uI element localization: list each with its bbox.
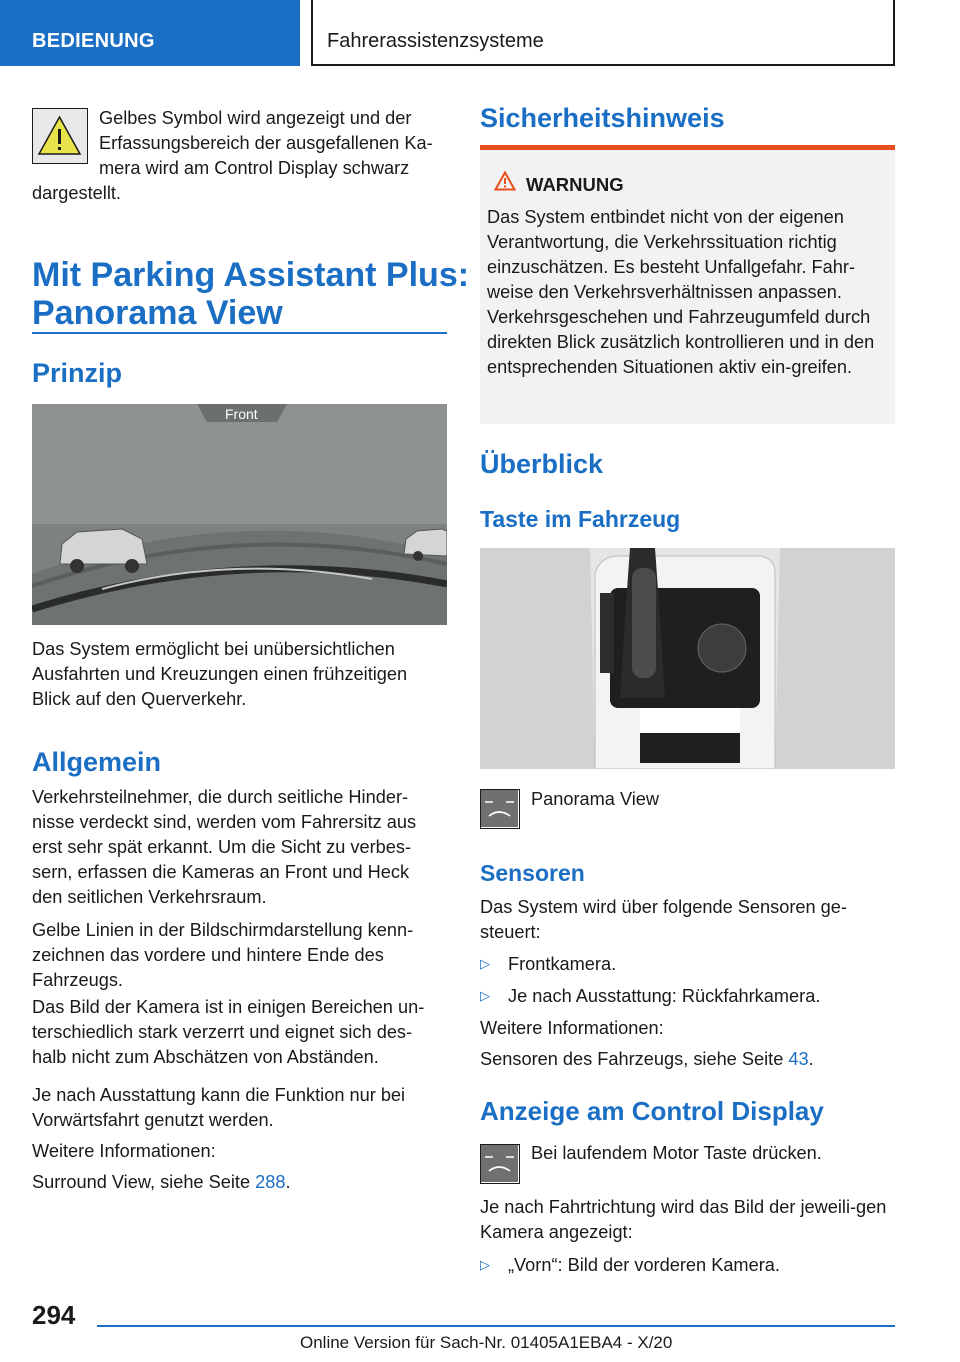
sensoren-text: Das System wird über folgende Sensoren ge-steuert: [480, 897, 847, 942]
heading-underline [32, 332, 447, 334]
weitere-info-left: Weitere Informationen: [32, 1141, 216, 1161]
intro-line-2: Erfassungsbereich der ausgefallenen Ka- [99, 133, 433, 153]
warning-box [480, 145, 895, 424]
warning-text: Das System entbindet nicht von der eigenen Verantwortung, die Verkehrssituation richtig einzuschätzen. Es besteht Unfallgefahr. Fahr-weise den Verkehrsverhältnissen anpassen. Verkehrsgeschehen und Fahrzeugumfeld durch direkten Blick zusätzlich kontrollieren und in den entsprechenden Situationen aktiv ein-greifen. [487, 207, 875, 377]
heading-taste: Taste im Fahrzeug [480, 506, 681, 532]
chapter-tab [311, 0, 895, 66]
heading-sicherheitshinweis: Sicherheitshinweis [480, 103, 725, 133]
surround-view-ref-end: . [285, 1172, 291, 1192]
intro-line-1: Gelbes Symbol wird angezeigt und der [99, 108, 412, 128]
page-link-288[interactable]: 288 [255, 1172, 286, 1192]
heading-prinzip: Prinzip [32, 358, 123, 388]
sensoren-ref-text: Sensoren des Fahrzeugs, siehe Seite [480, 1049, 789, 1069]
yellow-warning-icon [32, 108, 88, 164]
allgemein-paragraph-3: Das Bild der Kamera ist in einigen Bereichen un-terschiedlich stark verzerrt und eignet sich des-halb nicht zum Abschätzen von Abständen. [32, 997, 425, 1067]
panorama-view-button-icon-2 [480, 1144, 520, 1184]
section-heading-line-2: Panorama View [32, 294, 283, 332]
image-front-label: Front [225, 406, 258, 422]
section-title: BEDIENUNG [32, 30, 155, 52]
heading-sensoren: Sensoren [480, 860, 585, 886]
bullet-frontkamera [480, 952, 616, 977]
intro-line-4: dargestellt. [32, 183, 121, 203]
anzeige-text: Bei laufendem Motor Taste drücken. [531, 1143, 822, 1163]
fahrtrichtung-text: Je nach Fahrtrichtung wird das Bild der jeweili-gen Kamera angezeigt: [480, 1197, 887, 1242]
heading-ueberblick: Überblick [480, 449, 604, 479]
heading-anzeige: Anzeige am Control Display [480, 1096, 824, 1126]
chapter-title: Fahrerassistenzsysteme [327, 30, 544, 52]
section-heading-line-1: Mit Parking Assistant Plus: [32, 256, 470, 294]
bullet-vorn-text: „Vorn“: Bild der vorderen Kamera. [508, 1255, 780, 1275]
weitere-info-right: Weitere Informationen: [480, 1018, 664, 1038]
warning-title: WARNUNG [526, 174, 624, 195]
heading-allgemein: Allgemein [32, 747, 162, 777]
prinzip-text: Das System ermöglicht bei unübersichtlichen Ausfahrten und Kreuzungen einen frühzeitigen Blick auf den Querverkehr. [32, 639, 408, 709]
bullet-triangle-icon: ▷ [480, 956, 490, 971]
allgemein-paragraph-2: Gelbe Linien in der Bildschirmdarstellung kenn-zeichnen das vordere und hintere Ende des Fahrzeugs. [32, 920, 414, 990]
allgemein-paragraph-1: Verkehrsteilnehmer, die durch seitliche Hinder-nisse verdeckt sind, werden vom Fahrersitz aus erst sehr spät erkannt. Um die Sicht zu verbes-sern, erfassen die Kameras an Front und Heck den seitlichen Verkehrsraum. [32, 787, 417, 907]
bullet-frontkamera-text: Frontkamera. [508, 954, 617, 974]
page-number: 294 [32, 1300, 76, 1330]
page-link-43[interactable]: 43 [788, 1049, 809, 1069]
panorama-view-button-icon [480, 789, 520, 829]
center-console-image [480, 548, 895, 769]
bullet-rueckfahrkamera [480, 984, 820, 1009]
panorama-view-caption: Panorama View [531, 789, 660, 809]
warning-triangle-icon [494, 171, 516, 191]
sensoren-ref [480, 1047, 814, 1072]
allgemein-paragraph-4: Je nach Ausstattung kann die Funktion nur bei Vorwärtsfahrt genutzt werden. [32, 1085, 406, 1130]
bullet-vorn [480, 1253, 780, 1278]
surround-view-ref-text: Surround View, siehe Seite [32, 1172, 256, 1192]
intro-line-3: mera wird am Control Display schwarz [99, 158, 410, 178]
warning-bar [480, 145, 895, 150]
footer-rule [97, 1325, 895, 1327]
section-tab [0, 0, 300, 66]
panorama-camera-image [32, 404, 447, 625]
surround-view-ref [32, 1170, 291, 1195]
footer-text: Online Version für Sach-Nr. 01405A1EBA4 - X/20 [300, 1333, 673, 1352]
sensoren-ref-end: . [808, 1049, 814, 1069]
bullet-triangle-icon: ▷ [480, 988, 490, 1003]
bullet-rueckfahrkamera-text: Je nach Ausstattung: Rückfahrkamera. [508, 986, 821, 1006]
bullet-triangle-icon: ▷ [480, 1257, 490, 1272]
